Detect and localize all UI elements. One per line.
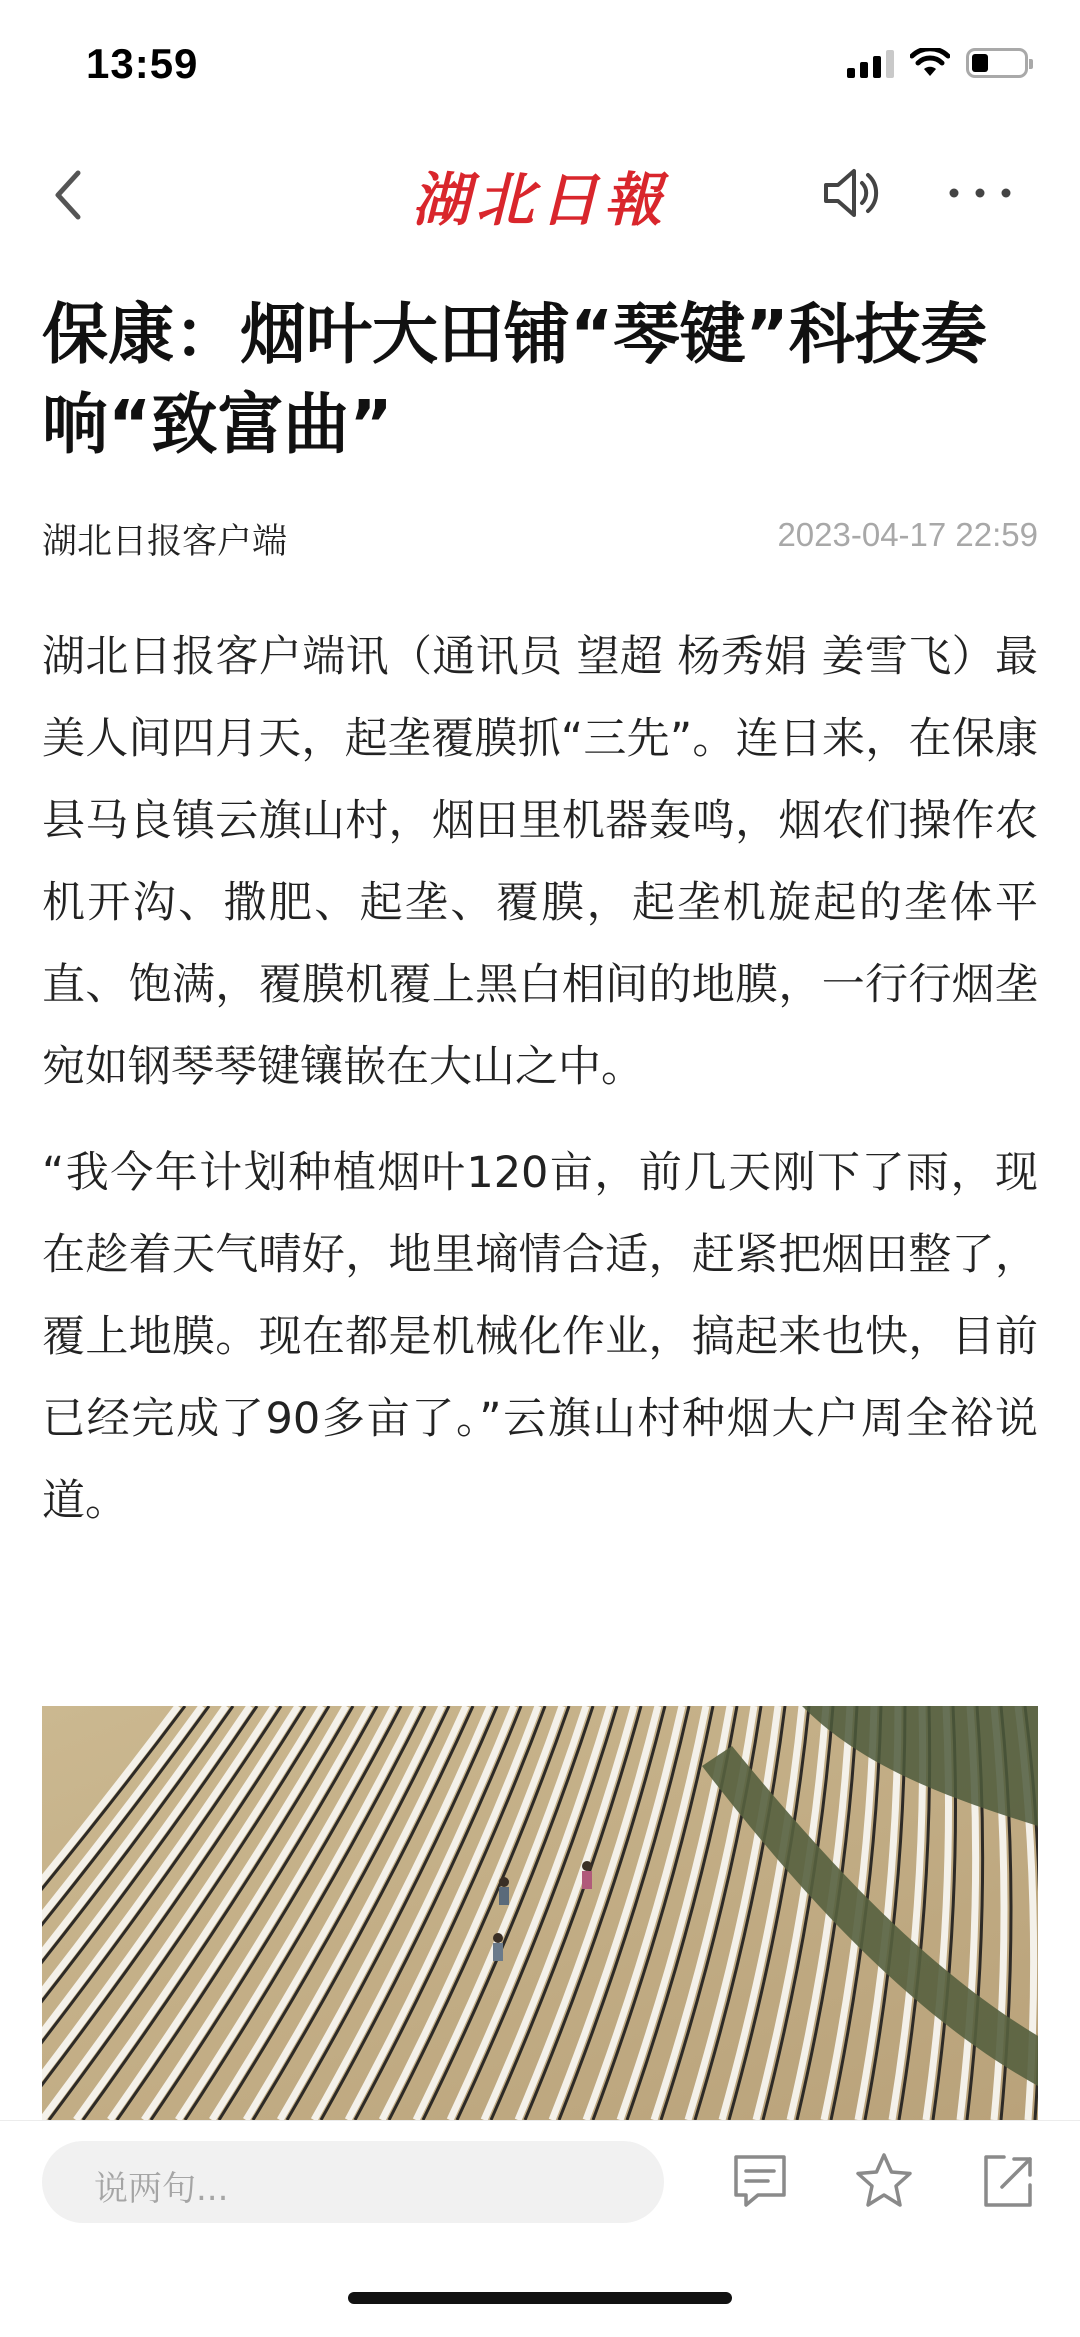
article-title: 保康：烟叶大田铺“琴键”科技奏响“致富曲” (42, 296, 987, 463)
article-paragraph: 湖北日报客户端讯（通讯员 望超 杨秀娟 姜雪飞）最美人间四月天，起垄覆膜抓“三先”。连日来，在保康县马良镇云旗山村，烟田里机器轰鸣，烟农们操作农机开沟、撒肥、起垄、覆膜，起垄机旋起的垄体平直、饱满，覆膜机覆上黑白相间的地膜，一行行烟垄宛如钢琴琴键镶嵌在大山之中。 (42, 632, 1038, 1092)
wifi-icon (910, 48, 950, 78)
app-header (0, 135, 1080, 255)
read-aloud-button[interactable] (820, 161, 884, 225)
speaker-icon (820, 161, 884, 225)
article-source: 湖北日报客户端 (42, 522, 288, 562)
comment-bubble-icon (728, 2149, 792, 2213)
share-icon (976, 2149, 1040, 2213)
star-icon (852, 2149, 916, 2213)
article-timestamp: 2023-04-17 22:59 (777, 516, 1038, 553)
article-meta (42, 514, 1038, 564)
status-icons (847, 48, 1028, 78)
status-bar (0, 0, 1080, 135)
bottom-action-bar (0, 2120, 1080, 2337)
comment-input[interactable] (42, 2141, 664, 2223)
article-paragraph: “我今年计划种植烟叶120亩，前几天刚下了雨，现在趁着天气晴好，地里墒情合适，赶紧把烟田整了，覆上地膜。现在都是机械化作业，搞起来也快，目前已经完成了90多亩了。”云旗山村种烟大户周全裕说道。 (42, 1148, 1038, 1526)
battery-icon (966, 48, 1028, 78)
brand-logo: 湖北日報 (411, 166, 668, 234)
more-options-button[interactable] (940, 161, 1020, 225)
share-button[interactable] (976, 2149, 1040, 2213)
home-indicator[interactable] (348, 2292, 732, 2304)
status-time: 13:59 (86, 40, 199, 87)
cellular-signal-icon (847, 48, 894, 78)
more-dots-icon (940, 161, 1020, 225)
comments-button[interactable] (728, 2149, 792, 2213)
article-body (42, 616, 1038, 1566)
comment-placeholder: 说两句... (94, 2169, 229, 2209)
tobacco-field-photo (42, 1706, 1038, 2120)
favorite-button[interactable] (852, 2149, 916, 2213)
article-photo[interactable] (42, 1706, 1038, 2120)
